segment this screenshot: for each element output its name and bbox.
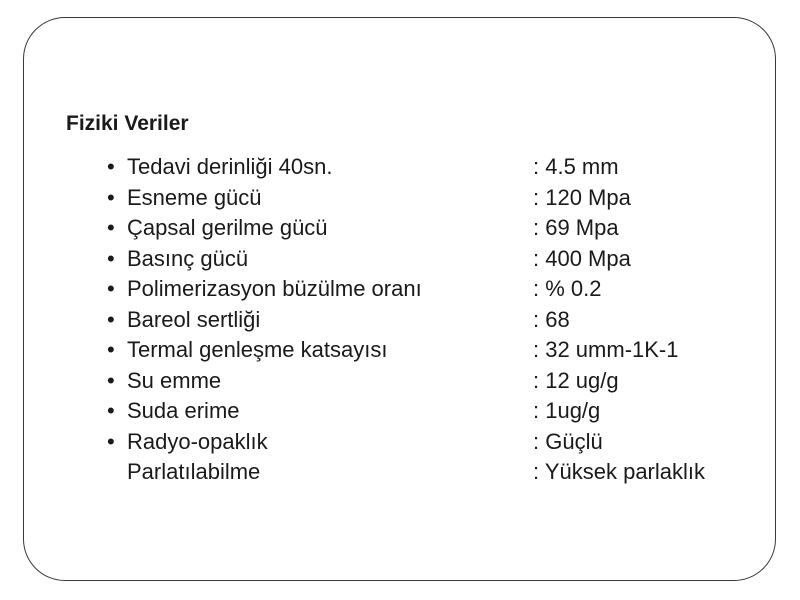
property-value: : 1ug/g	[533, 398, 601, 423]
property-label: Su emme	[127, 367, 222, 393]
property-label: Suda erime	[127, 398, 240, 423]
bullet-icon: •	[107, 337, 115, 362]
property-value: : 4.5 mm	[533, 154, 619, 179]
property-value: : Güçlü	[533, 428, 603, 454]
property-label: Termal genleşme katsayısı	[127, 337, 388, 362]
property-row-polymerization-shrinkage	[107, 274, 767, 305]
bullet-icon: •	[107, 398, 115, 423]
property-row-cure-depth	[107, 152, 767, 183]
property-value: : 120 Mpa	[533, 184, 631, 210]
bullet-icon: •	[107, 154, 115, 179]
bullet-icon: •	[107, 428, 115, 454]
section-title: Fiziki Veriler	[66, 112, 189, 135]
bullet-icon: •	[107, 367, 115, 393]
property-label: Esneme gücü	[127, 184, 262, 210]
property-row-water-sorption	[107, 366, 767, 397]
property-value: : 69 Mpa	[533, 215, 619, 240]
property-row-water-solubility	[107, 396, 767, 427]
property-value: : Yüksek parlaklık	[533, 459, 706, 484]
property-row-barcol-hardness	[107, 305, 767, 336]
bullet-icon: •	[107, 276, 115, 301]
property-label: Çapsal gerilme gücü	[127, 215, 328, 240]
property-label: Basınç gücü	[127, 245, 249, 271]
property-label: Radyo-opaklık	[127, 428, 268, 454]
bullet-icon: •	[107, 306, 115, 332]
property-value: : 68	[533, 306, 570, 332]
property-row-flexural-strength	[107, 183, 767, 214]
property-row-compressive-strength	[107, 244, 767, 275]
property-value: : 400 Mpa	[533, 245, 631, 271]
property-row-radiopacity	[107, 427, 767, 458]
bullet-icon: •	[107, 215, 115, 240]
bullet-icon: •	[107, 184, 115, 210]
property-value: : 32 umm-1K-1	[533, 337, 679, 362]
property-value: : 12 ug/g	[533, 367, 619, 393]
bullet-icon: •	[107, 245, 115, 271]
property-label: Polimerizasyon büzülme oranı	[127, 276, 422, 301]
properties-list	[107, 152, 767, 488]
property-row-thermal-expansion	[107, 335, 767, 366]
property-row-polishability	[107, 457, 767, 488]
property-label: Tedavi derinliği 40sn.	[127, 154, 333, 179]
property-value: : % 0.2	[533, 276, 602, 301]
property-label: Bareol sertliği	[127, 306, 261, 332]
property-row-diametral-tensile-strength	[107, 213, 767, 244]
property-label: Parlatılabilme	[127, 459, 261, 484]
